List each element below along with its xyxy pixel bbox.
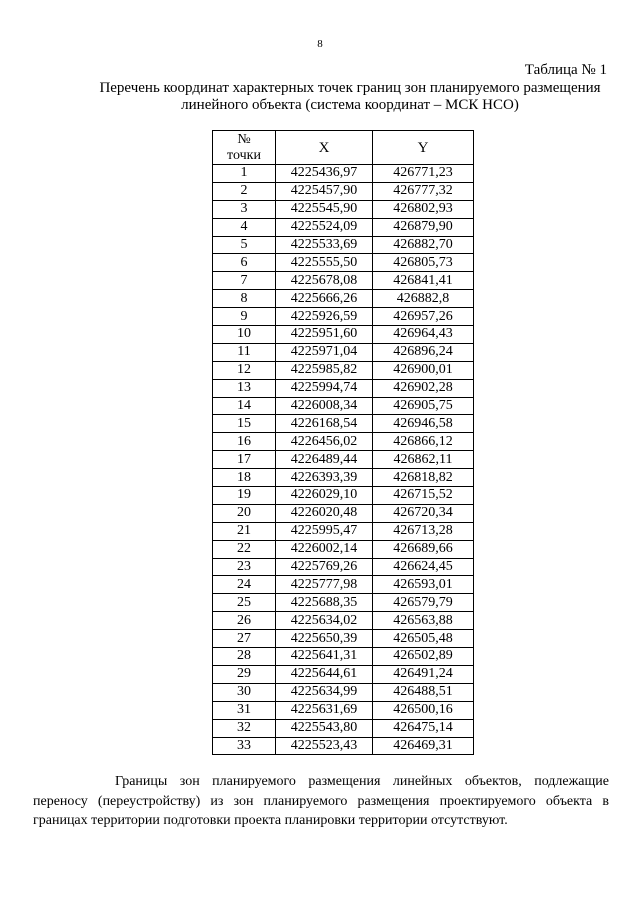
cell-x: 4226002,14 <box>276 540 373 558</box>
cell-x: 4225524,09 <box>276 218 373 236</box>
cell-y: 426841,41 <box>373 272 474 290</box>
table-row <box>213 648 474 666</box>
coordinates-table <box>212 130 474 755</box>
footer-paragraph: Границы зон планируемого размещения линейных объектов, подлежащие переносу (переустройству) из зон планируемого размещения проектируемого объекта в границах территории подготовки проекта планировки территории отсутствуют. <box>33 774 609 828</box>
table-row <box>213 665 474 683</box>
table-row <box>213 218 474 236</box>
cell-point-number: 1 <box>213 165 276 183</box>
cell-point-number: 17 <box>213 451 276 469</box>
cell-y: 426802,93 <box>373 200 474 218</box>
cell-x: 4225533,69 <box>276 236 373 254</box>
cell-point-number: 5 <box>213 236 276 254</box>
cell-y: 426862,11 <box>373 451 474 469</box>
table-row <box>213 576 474 594</box>
cell-y: 426715,52 <box>373 487 474 505</box>
table-title-line-1: Перечень координат характерных точек границ зон планируемого размещения <box>99 80 601 96</box>
cell-y: 426502,89 <box>373 648 474 666</box>
table-row <box>213 236 474 254</box>
cell-x: 4225523,43 <box>276 737 373 755</box>
table-row <box>213 361 474 379</box>
table-row <box>213 182 474 200</box>
cell-point-number: 14 <box>213 397 276 415</box>
cell-y: 426713,28 <box>373 522 474 540</box>
cell-y: 426882,70 <box>373 236 474 254</box>
header-num-word: точки <box>227 147 261 163</box>
cell-point-number: 20 <box>213 504 276 522</box>
cell-point-number: 18 <box>213 469 276 487</box>
cell-x: 4226168,54 <box>276 415 373 433</box>
table-row <box>213 415 474 433</box>
cell-y: 426491,24 <box>373 665 474 683</box>
cell-y: 426579,79 <box>373 594 474 612</box>
cell-x: 4225644,61 <box>276 665 373 683</box>
cell-y: 426946,58 <box>373 415 474 433</box>
table-row <box>213 504 474 522</box>
cell-x: 4225769,26 <box>276 558 373 576</box>
table-row <box>213 487 474 505</box>
table-row <box>213 701 474 719</box>
cell-point-number: 24 <box>213 576 276 594</box>
table-row <box>213 683 474 701</box>
cell-y: 426475,14 <box>373 719 474 737</box>
cell-point-number: 33 <box>213 737 276 755</box>
table-header-row <box>213 131 474 165</box>
cell-x: 4225543,80 <box>276 719 373 737</box>
table-row <box>213 290 474 308</box>
cell-y: 426964,43 <box>373 326 474 344</box>
table-row <box>213 612 474 630</box>
cell-x: 4226489,44 <box>276 451 373 469</box>
table-row <box>213 522 474 540</box>
cell-point-number: 28 <box>213 648 276 666</box>
page-number: 8 <box>317 38 323 50</box>
cell-x: 4225545,90 <box>276 200 373 218</box>
table-row <box>213 308 474 326</box>
cell-point-number: 9 <box>213 308 276 326</box>
cell-point-number: 32 <box>213 719 276 737</box>
cell-x: 4225555,50 <box>276 254 373 272</box>
table-row <box>213 200 474 218</box>
table-row <box>213 343 474 361</box>
cell-y: 426563,88 <box>373 612 474 630</box>
cell-x: 4225995,47 <box>276 522 373 540</box>
table-label: Таблица № 1 <box>524 62 607 78</box>
cell-x: 4225634,99 <box>276 683 373 701</box>
cell-point-number: 15 <box>213 415 276 433</box>
table-row <box>213 379 474 397</box>
cell-x: 4226029,10 <box>276 487 373 505</box>
cell-x: 4225678,08 <box>276 272 373 290</box>
cell-x: 4226020,48 <box>276 504 373 522</box>
table-body <box>213 165 474 755</box>
cell-y: 426896,24 <box>373 343 474 361</box>
cell-y: 426500,16 <box>373 701 474 719</box>
cell-x: 4225457,90 <box>276 182 373 200</box>
cell-x: 4225688,35 <box>276 594 373 612</box>
cell-point-number: 25 <box>213 594 276 612</box>
table-row <box>213 558 474 576</box>
table-row <box>213 451 474 469</box>
cell-point-number: 31 <box>213 701 276 719</box>
cell-point-number: 13 <box>213 379 276 397</box>
cell-point-number: 4 <box>213 218 276 236</box>
cell-point-number: 11 <box>213 343 276 361</box>
cell-y: 426879,90 <box>373 218 474 236</box>
cell-x: 4226456,02 <box>276 433 373 451</box>
table-row <box>213 540 474 558</box>
cell-x: 4225436,97 <box>276 165 373 183</box>
cell-point-number: 2 <box>213 182 276 200</box>
table-row <box>213 433 474 451</box>
table-row <box>213 719 474 737</box>
cell-y: 426905,75 <box>373 397 474 415</box>
cell-y: 426902,28 <box>373 379 474 397</box>
header-x: X <box>276 131 373 165</box>
cell-point-number: 7 <box>213 272 276 290</box>
cell-x: 4225971,04 <box>276 343 373 361</box>
cell-point-number: 29 <box>213 665 276 683</box>
cell-x: 4226008,34 <box>276 397 373 415</box>
cell-y: 426720,34 <box>373 504 474 522</box>
cell-point-number: 19 <box>213 487 276 505</box>
table-row <box>213 326 474 344</box>
cell-point-number: 16 <box>213 433 276 451</box>
header-point-number <box>213 131 276 165</box>
cell-y: 426957,26 <box>373 308 474 326</box>
cell-y: 426689,66 <box>373 540 474 558</box>
table-row <box>213 469 474 487</box>
cell-x: 4225985,82 <box>276 361 373 379</box>
cell-y: 426900,01 <box>373 361 474 379</box>
header-num-symbol: № <box>237 131 251 147</box>
table-row <box>213 254 474 272</box>
table-row <box>213 737 474 755</box>
header-y: Y <box>373 131 474 165</box>
cell-x: 4225777,98 <box>276 576 373 594</box>
cell-y: 426505,48 <box>373 630 474 648</box>
cell-point-number: 12 <box>213 361 276 379</box>
cell-x: 4225994,74 <box>276 379 373 397</box>
cell-point-number: 10 <box>213 326 276 344</box>
table-row <box>213 397 474 415</box>
cell-x: 4225634,02 <box>276 612 373 630</box>
cell-y: 426469,31 <box>373 737 474 755</box>
cell-point-number: 21 <box>213 522 276 540</box>
cell-point-number: 26 <box>213 612 276 630</box>
table-title <box>60 80 640 114</box>
cell-point-number: 23 <box>213 558 276 576</box>
table-row <box>213 630 474 648</box>
cell-point-number: 6 <box>213 254 276 272</box>
cell-x: 4225641,31 <box>276 648 373 666</box>
cell-y: 426624,45 <box>373 558 474 576</box>
cell-x: 4225650,39 <box>276 630 373 648</box>
table-row <box>213 594 474 612</box>
table-row <box>213 165 474 183</box>
table-row <box>213 272 474 290</box>
cell-y: 426593,01 <box>373 576 474 594</box>
cell-y: 426866,12 <box>373 433 474 451</box>
cell-point-number: 27 <box>213 630 276 648</box>
cell-x: 4225666,26 <box>276 290 373 308</box>
cell-x: 4225951,60 <box>276 326 373 344</box>
cell-point-number: 30 <box>213 683 276 701</box>
cell-y: 426882,8 <box>373 290 474 308</box>
cell-y: 426771,23 <box>373 165 474 183</box>
cell-y: 426818,82 <box>373 469 474 487</box>
cell-y: 426488,51 <box>373 683 474 701</box>
cell-point-number: 3 <box>213 200 276 218</box>
cell-point-number: 22 <box>213 540 276 558</box>
cell-x: 4225631,69 <box>276 701 373 719</box>
cell-y: 426777,32 <box>373 182 474 200</box>
cell-point-number: 8 <box>213 290 276 308</box>
cell-x: 4226393,39 <box>276 469 373 487</box>
cell-y: 426805,73 <box>373 254 474 272</box>
cell-x: 4225926,59 <box>276 308 373 326</box>
table-title-line-2: линейного объекта (система координат – МСК НСО) <box>181 97 519 113</box>
